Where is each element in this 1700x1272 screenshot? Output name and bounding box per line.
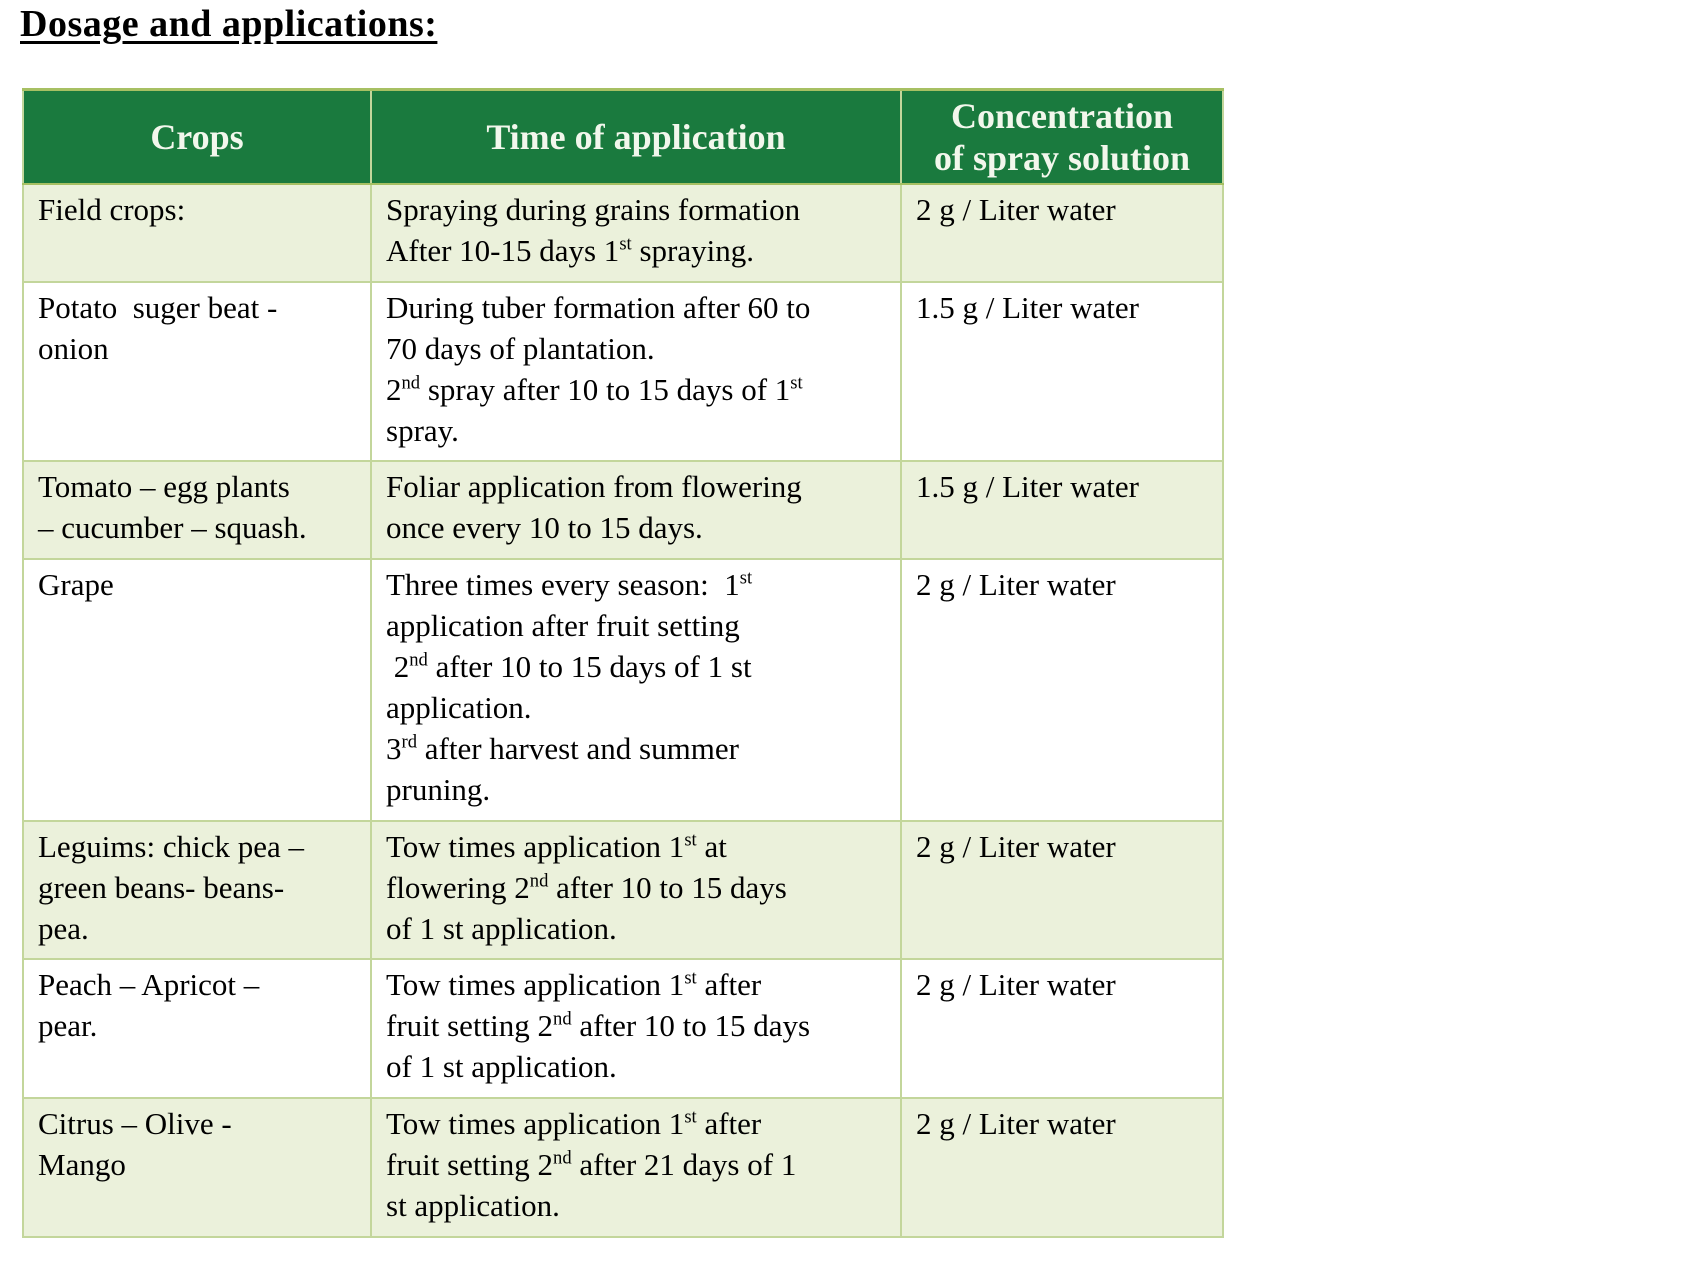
- text-line: Spraying during grains formation: [386, 192, 801, 227]
- table-header-concentration: [901, 90, 1223, 185]
- page-title: Dosage and applications:: [20, 3, 438, 45]
- ordinal-superscript: st: [739, 567, 753, 589]
- ordinal-superscript: st: [684, 968, 697, 990]
- text-line: st application.: [386, 1187, 560, 1223]
- text-line: Field crops:: [38, 192, 186, 227]
- text-line: Leguims: chick pea –: [38, 828, 304, 864]
- text-line: pear.: [38, 1008, 98, 1044]
- text-line: application after fruit setting: [386, 608, 740, 644]
- text-line: Grape: [38, 567, 114, 603]
- text-line: fruit setting 2nd after 10 to 15 days: [386, 1008, 811, 1044]
- time-of-application-cell: [371, 184, 901, 282]
- time-of-application-cell: [371, 282, 901, 462]
- text-line: once every 10 to 15 days.: [386, 510, 703, 546]
- table-header-crops: [23, 90, 371, 185]
- crop-cell: [23, 461, 371, 559]
- ordinal-superscript: st: [790, 372, 803, 394]
- text-line: Time of application: [486, 117, 786, 157]
- text-line: 3rd after harvest and summer: [386, 730, 739, 766]
- text-line: of 1 st application.: [386, 910, 617, 946]
- text-line: Potato suger beat -: [38, 289, 278, 325]
- text-line: 1.5 g / Liter water: [916, 289, 1139, 325]
- concentration-cell: [901, 959, 1223, 1098]
- concentration-cell: [901, 184, 1223, 282]
- table-row: [23, 959, 1223, 1098]
- table-row: [23, 1098, 1223, 1237]
- time-of-application-cell: [371, 461, 901, 559]
- ordinal-superscript: rd: [401, 731, 417, 753]
- text-line: Crops: [150, 117, 244, 157]
- ordinal-superscript: nd: [553, 1147, 572, 1169]
- crop-cell: [23, 1098, 371, 1237]
- text-line: Mango: [38, 1147, 126, 1183]
- table-row: [23, 559, 1223, 820]
- text-line: Tow times application 1st after: [386, 1106, 762, 1142]
- crop-cell: [23, 959, 371, 1098]
- ordinal-superscript: st: [684, 829, 697, 851]
- table-body: [23, 184, 1223, 1237]
- text-line: spray.: [386, 412, 459, 448]
- text-line: 2nd after 10 to 15 days of 1 st: [386, 649, 752, 685]
- text-line: onion: [38, 330, 109, 366]
- ordinal-superscript: nd: [529, 870, 549, 892]
- text-line: Three times every season: 1st: [386, 567, 753, 603]
- time-of-application-cell: [371, 559, 901, 820]
- text-line: Concentration: [951, 96, 1173, 136]
- crop-cell: [23, 184, 371, 282]
- text-line: Tow times application 1st after: [386, 967, 762, 1003]
- text-line: fruit setting 2nd after 21 days of 1: [386, 1147, 797, 1183]
- text-line: Peach – Apricot –: [38, 967, 260, 1003]
- text-line: 2 g / Liter water: [916, 828, 1116, 864]
- time-of-application-cell: [371, 821, 901, 960]
- concentration-cell: [901, 282, 1223, 462]
- text-line: – cucumber – squash.: [38, 510, 307, 546]
- text-line: flowering 2nd after 10 to 15 days: [386, 869, 787, 905]
- ordinal-superscript: nd: [553, 1008, 572, 1030]
- table-row: [23, 282, 1223, 462]
- concentration-cell: [901, 1098, 1223, 1237]
- text-line: 2 g / Liter water: [916, 192, 1116, 227]
- text-line: Foliar application from flowering: [386, 469, 802, 505]
- text-line: 2 g / Liter water: [916, 1106, 1116, 1142]
- table-row: [23, 184, 1223, 282]
- time-of-application-cell: [371, 959, 901, 1098]
- table-row: [23, 821, 1223, 960]
- text-line: 2 g / Liter water: [916, 567, 1116, 603]
- dosage-table: [22, 88, 1224, 1238]
- text-line: Citrus – Olive -: [38, 1106, 232, 1142]
- text-line: of 1 st application.: [386, 1049, 617, 1085]
- text-line: of spray solution: [933, 138, 1191, 178]
- time-of-application-cell: [371, 1098, 901, 1237]
- text-line: Tow times application 1st at: [386, 828, 727, 864]
- table-header-time-of-application: [371, 90, 901, 185]
- table-header-row: [23, 90, 1223, 185]
- text-line: pruning.: [386, 771, 491, 807]
- table-row: [23, 461, 1223, 559]
- crop-cell: [23, 821, 371, 960]
- text-line: After 10-15 days 1st spraying.: [386, 232, 754, 268]
- text-line: 2nd spray after 10 to 15 days of 1st: [386, 371, 803, 407]
- ordinal-superscript: nd: [409, 649, 428, 671]
- crop-cell: [23, 559, 371, 820]
- ordinal-superscript: nd: [401, 372, 421, 394]
- concentration-cell: [901, 559, 1223, 820]
- text-line: Tomato – egg plants: [38, 469, 290, 505]
- concentration-cell: [901, 461, 1223, 559]
- text-line: 1.5 g / Liter water: [916, 469, 1139, 505]
- text-line: During tuber formation after 60 to: [386, 289, 811, 325]
- text-line: green beans- beans-: [38, 869, 285, 905]
- crop-cell: [23, 282, 371, 462]
- ordinal-superscript: st: [619, 233, 632, 255]
- ordinal-superscript: st: [684, 1106, 697, 1128]
- text-line: pea.: [38, 910, 89, 946]
- text-line: application.: [386, 689, 532, 725]
- text-line: 2 g / Liter water: [916, 967, 1116, 1003]
- text-line: 70 days of plantation.: [386, 330, 655, 366]
- concentration-cell: [901, 821, 1223, 960]
